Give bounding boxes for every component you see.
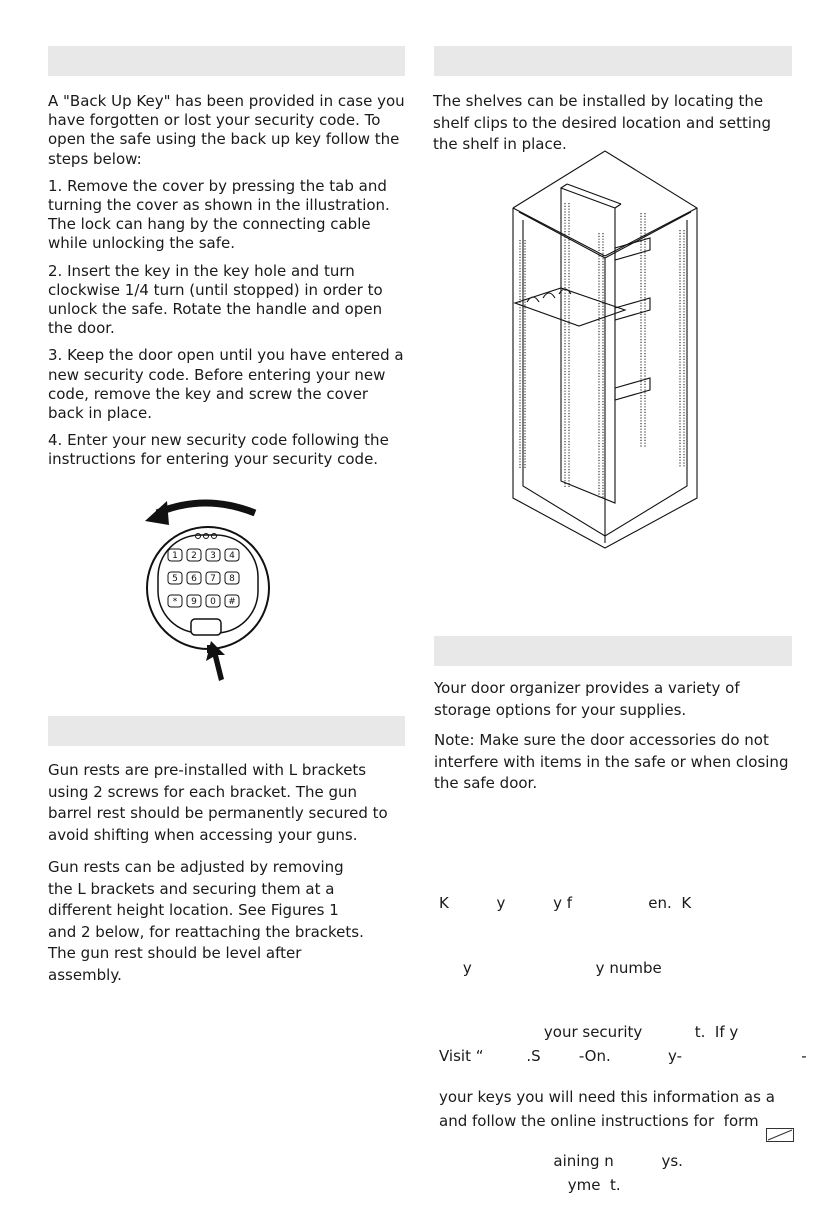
svg-text:4: 4 bbox=[229, 551, 235, 561]
svg-text:6: 6 bbox=[191, 574, 197, 584]
back-up-key-intro: A "Back Up Key" has been provided in case you have forgotten or lost your security code. To open the safe using the back up key follow the steps below: bbox=[48, 92, 405, 168]
svg-text:*: * bbox=[172, 597, 178, 607]
svg-text:5: 5 bbox=[172, 574, 178, 584]
step-4: 4. Enter your new security code following the instructions for entering your security code. bbox=[48, 431, 389, 469]
safe-interior-illustration bbox=[505, 148, 705, 558]
svg-text:9: 9 bbox=[191, 597, 197, 607]
partial-text-block-2: Visit “ .S -On. y- - and follow the online instructions for form yme t. bbox=[439, 1047, 807, 1194]
slash-icon bbox=[767, 1129, 793, 1141]
svg-text:0: 0 bbox=[210, 597, 216, 607]
svg-text:1: 1 bbox=[172, 551, 178, 561]
back-up-key-section bbox=[48, 92, 405, 470]
door-organizer-note: Note: Make sure the door accessories do not interfere with items in the safe or when closing the safe door. bbox=[434, 731, 789, 792]
svg-text:8: 8 bbox=[229, 574, 235, 584]
shelf-clip-rails bbox=[520, 203, 684, 498]
svg-text:3: 3 bbox=[210, 551, 216, 561]
door-organizer-para: Your door organizer provides a variety of storage options for your supplies. bbox=[434, 679, 740, 719]
cover-tab bbox=[191, 619, 221, 635]
gun-rests-section bbox=[48, 760, 405, 986]
svg-text:7: 7 bbox=[210, 574, 216, 584]
step-2: 2. Insert the key in the key hole and turn clockwise 1/4 turn (until stopped) in order to unlock the safe. Rotate the handle and open the door. bbox=[48, 261, 383, 338]
door-organizer-section bbox=[434, 678, 794, 795]
rotation-arrow-icon bbox=[157, 503, 255, 513]
svg-text:#: # bbox=[228, 597, 236, 607]
section-header-back-up-key bbox=[48, 46, 405, 76]
keypad-illustration bbox=[135, 495, 285, 685]
gun-rests-para-1: Gun rests are pre-installed with L brackets using 2 screws for each bracket. The gun barrel rest should be permanently secured to avoid shifting when accessing your guns. bbox=[48, 761, 388, 844]
gun-rests-para-2: Gun rests can be adjusted by removing the L brackets and securing them at a different height location. See Figures 1 and 2 below, for reattaching the brackets. The gun rest should be level after assembly. bbox=[48, 858, 364, 984]
svg-text:2: 2 bbox=[191, 551, 197, 561]
arrow-head-icon bbox=[145, 501, 169, 525]
step-3: 3. Keep the door open until you have entered a new security code. Before entering your new code, remove the key and screw the cover back in place. bbox=[48, 346, 404, 423]
section-header-shelves bbox=[434, 46, 792, 76]
step-1: 1. Remove the cover by pressing the tab and turning the cover as shown in the illustration. The lock can hang by the connecting cable while unlocking the safe. bbox=[48, 176, 390, 253]
section-header-door-organizer bbox=[434, 636, 792, 666]
page-number-box bbox=[766, 1128, 794, 1142]
shelves-section bbox=[433, 91, 793, 156]
section-header-gun-rests bbox=[48, 716, 405, 746]
partial-text-block-1: K y y f en. K y y numbe your security t. If y your keys you will need this information as a aining n ys. bbox=[439, 894, 775, 1170]
shelves-text: The shelves can be installed by locating the shelf clips to the desired location and setting the shelf in place. bbox=[433, 92, 772, 153]
